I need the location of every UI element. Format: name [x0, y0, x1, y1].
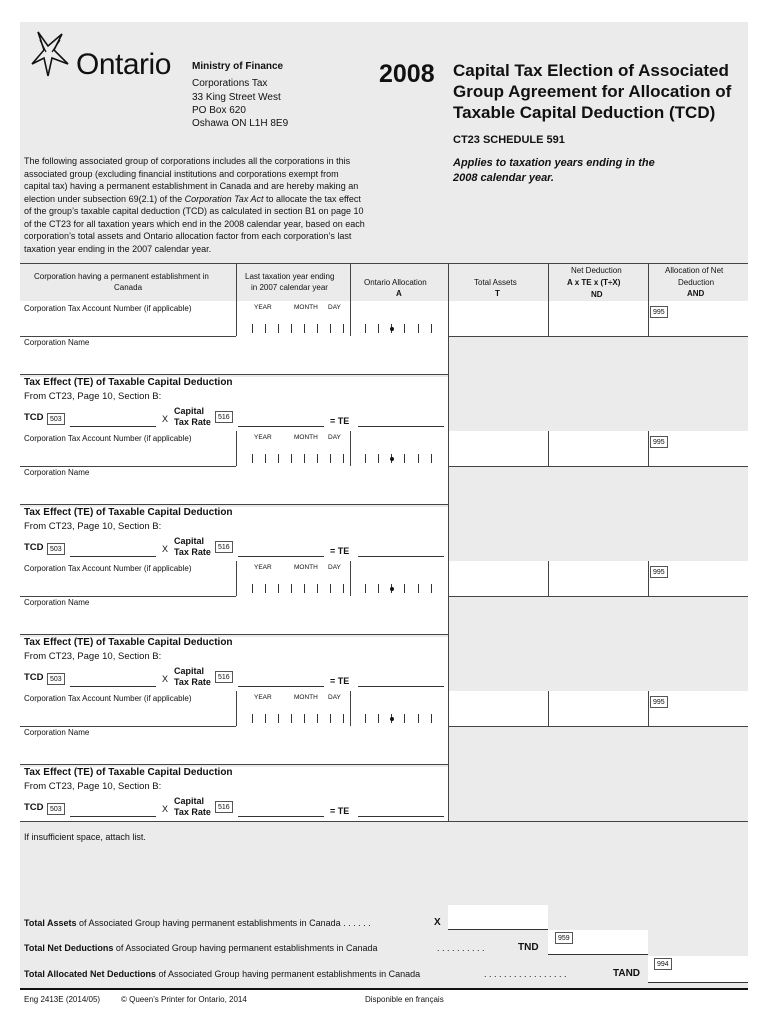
name-label-2: Corporation Name: [24, 468, 90, 477]
col-corp-line-2: Canada: [114, 283, 143, 292]
net-deduction-field-3[interactable]: [549, 561, 648, 596]
code-503-2: 503: [47, 543, 65, 555]
code-516-1: 516: [215, 411, 233, 423]
te-title-1: Tax Effect (TE) of Taxable Capital Deduction: [24, 377, 233, 388]
tcd-field-3[interactable]: [70, 673, 156, 687]
capital-label-3: Capital: [174, 666, 205, 676]
col-ontario-line-1: Ontario Allocation: [364, 278, 427, 287]
total-alloc-label-rest: of Associated Group having permanent establishments in Canada: [156, 969, 421, 979]
code-516-2: 516: [215, 541, 233, 553]
total-assets-code: X: [434, 917, 441, 928]
te-from-1: From CT23, Page 10, Section B:: [24, 391, 162, 402]
col-net-line-2: A x TE x (T÷X): [567, 278, 621, 287]
intro-line-7: corporation’s total assets and Ontario allocation factor from each corporation’s last: [24, 231, 352, 241]
te-title-3: Tax Effect (TE) of Taxable Capital Deduction: [24, 637, 233, 648]
net-deduction-field-1[interactable]: [549, 301, 648, 336]
intro-line-4-end: to allocate the tax effect: [263, 194, 361, 204]
net-deduction-field-2[interactable]: [549, 431, 648, 466]
code-959: 959: [555, 932, 573, 944]
intro-act-name: Corporation Tax Act: [184, 194, 264, 204]
form-year: 2008: [379, 60, 435, 88]
tcd-label-4: TCD: [24, 802, 44, 813]
trillium-logo-icon: [26, 30, 76, 78]
col-corp-line-1: Corporation having a permanent establishment in: [34, 272, 209, 281]
intro-line-4-start: election under subsection 69(2.1) of the: [24, 194, 185, 204]
total-assets-label: [24, 918, 371, 928]
tax-rate-label-2: Tax Rate: [174, 547, 211, 557]
tcd-label-3: TCD: [24, 672, 44, 683]
x-label-3: X: [162, 674, 169, 684]
te-title-2: Tax Effect (TE) of Taxable Capital Deduction: [24, 507, 233, 518]
address-line-3: PO Box 620: [192, 105, 246, 116]
intro-line-4: [24, 194, 361, 204]
ministry-name: Ministry of Finance: [192, 61, 284, 72]
total-assets-label-bold: Total Assets: [24, 918, 77, 928]
month-label-4: MONTH: [294, 694, 318, 701]
col-last-year-line-1: Last taxation year ending: [245, 272, 335, 281]
day-label-1: DAY: [328, 304, 341, 311]
x-label-2: X: [162, 544, 169, 554]
tcd-field-4[interactable]: [70, 803, 156, 817]
code-503-4: 503: [47, 803, 65, 815]
te-field-3[interactable]: [358, 673, 444, 687]
copyright: © Queen’s Printer for Ontario, 2014: [121, 995, 247, 1004]
intro-line-1: The following associated group of corporations includes all the corporations in this: [24, 156, 351, 166]
total-assets-field-3[interactable]: [449, 561, 548, 596]
address-line-1: Corporations Tax: [192, 78, 268, 89]
address-line-4: Oshawa ON L1H 8E9: [192, 118, 289, 129]
te-field-1[interactable]: [358, 413, 444, 427]
code-503-1: 503: [47, 413, 65, 425]
total-assets-field[interactable]: [448, 905, 548, 930]
col-net-line-3: ND: [591, 290, 603, 299]
french-note: Disponible en français: [365, 995, 444, 1004]
account-label-2: Corporation Tax Account Number (if applicable): [24, 434, 192, 443]
capital-label-1: Capital: [174, 406, 205, 416]
tax-rate-label-3: Tax Rate: [174, 677, 211, 687]
month-label-2: MONTH: [294, 434, 318, 441]
intro-line-2: associated group (excluding financial institutions and corporations exempt from: [24, 169, 339, 179]
form-id: Eng 2413E (2014/05): [24, 995, 101, 1004]
te-from-3: From CT23, Page 10, Section B:: [24, 651, 162, 662]
intro-line-5: of the group’s taxable capital deduction (TCD) as calculated in section B1 on page 10: [24, 206, 364, 216]
total-alloc-label-bold: Total Allocated Net Deductions: [24, 969, 157, 979]
address-line-2: 33 King Street West: [192, 92, 281, 103]
tcd-field-1[interactable]: [70, 413, 156, 427]
insufficient-space-note: If insufficient space, attach list.: [24, 832, 146, 842]
name-label-4: Corporation Name: [24, 728, 90, 737]
code-516-3: 516: [215, 671, 233, 683]
col-assets-line-1: Total Assets: [474, 278, 517, 287]
col-alloc-line-2: Deduction: [678, 278, 715, 287]
te-field-2[interactable]: [358, 543, 444, 557]
code-994: 994: [654, 958, 672, 970]
account-label-3: Corporation Tax Account Number (if applicable): [24, 564, 192, 573]
decimal-point-icon: [390, 327, 394, 331]
form-title-line-3: Taxable Capital Deduction (TCD): [453, 103, 716, 122]
col-net-line-1: Net Deduction: [571, 266, 622, 275]
applies-line-1: Applies to taxation years ending in the: [453, 157, 655, 169]
decimal-point-icon: [390, 587, 394, 591]
x-label-4: X: [162, 804, 169, 814]
year-label-4: YEAR: [254, 694, 272, 701]
equals-te-label-2: = TE: [330, 546, 350, 556]
total-net-code: TND: [518, 942, 539, 953]
code-995-2: 995: [650, 436, 668, 448]
total-assets-label-rest: of Associated Group having permanent establishments in Canada . . . . . .: [76, 918, 371, 928]
te-from-2: From CT23, Page 10, Section B:: [24, 521, 162, 532]
total-alloc-code: TAND: [613, 968, 641, 979]
day-label-2: DAY: [328, 434, 341, 441]
account-label-1: Corporation Tax Account Number (if applicable): [24, 304, 192, 313]
tax-rate-field-4[interactable]: [238, 803, 324, 817]
total-alloc-label: [24, 969, 420, 979]
equals-te-label-3: = TE: [330, 676, 350, 686]
total-net-dots: . . . . . . . . . .: [437, 943, 485, 953]
total-assets-field-2[interactable]: [449, 431, 548, 466]
account-label-4: Corporation Tax Account Number (if applicable): [24, 694, 192, 703]
col-alloc-line-3: AND: [687, 289, 705, 298]
total-alloc-dots: . . . . . . . . . . . . . . . . .: [484, 969, 567, 979]
total-net-label-rest: of Associated Group having permanent establishments in Canada: [113, 943, 378, 953]
tcd-label-2: TCD: [24, 542, 44, 553]
te-field-4[interactable]: [358, 803, 444, 817]
applies-line-2: 2008 calendar year.: [453, 172, 554, 184]
year-label-2: YEAR: [254, 434, 272, 441]
total-net-label: [24, 943, 378, 953]
day-label-3: DAY: [328, 564, 341, 571]
month-label-1: MONTH: [294, 304, 318, 311]
equals-te-label-4: = TE: [330, 806, 350, 816]
brand-wordmark: Ontario: [76, 48, 171, 81]
total-assets-field-1[interactable]: [449, 301, 548, 336]
tcd-label-1: TCD: [24, 412, 44, 423]
tax-rate-field-1[interactable]: [238, 413, 324, 427]
tax-rate-field-2[interactable]: [238, 543, 324, 557]
capital-label-4: Capital: [174, 796, 205, 806]
equals-te-label-1: = TE: [330, 416, 350, 426]
code-516-4: 516: [215, 801, 233, 813]
code-995-3: 995: [650, 566, 668, 578]
form-title-line-2: Group Agreement for Allocation of: [453, 82, 732, 101]
total-assets-field-4[interactable]: [449, 691, 548, 726]
code-995-1: 995: [650, 306, 668, 318]
col-ontario-line-2: A: [396, 289, 402, 298]
te-from-4: From CT23, Page 10, Section B:: [24, 781, 162, 792]
code-503-3: 503: [47, 673, 65, 685]
col-last-year-line-2: in 2007 calendar year: [251, 283, 328, 292]
col-alloc-line-1: Allocation of Net: [665, 266, 724, 275]
intro-line-3: capital tax) having a permanent establishment in Canada and are hereby making an: [24, 181, 359, 191]
tax-rate-label-4: Tax Rate: [174, 807, 211, 817]
year-label-3: YEAR: [254, 564, 272, 571]
decimal-point-icon: [390, 717, 394, 721]
total-net-label-bold: Total Net Deductions: [24, 943, 114, 953]
day-label-4: DAY: [328, 694, 341, 701]
capital-label-2: Capital: [174, 536, 205, 546]
form-title-line-1: Capital Tax Election of Associated: [453, 61, 729, 80]
col-assets-line-2: T: [495, 289, 500, 298]
tax-rate-label-1: Tax Rate: [174, 417, 211, 427]
schedule-label: CT23 SCHEDULE 591: [453, 134, 565, 146]
tax-rate-field-3[interactable]: [238, 673, 324, 687]
tcd-field-2[interactable]: [70, 543, 156, 557]
x-label-1: X: [162, 414, 169, 424]
month-label-3: MONTH: [294, 564, 318, 571]
name-label-1: Corporation Name: [24, 338, 90, 347]
net-deduction-field-4[interactable]: [549, 691, 648, 726]
name-label-3: Corporation Name: [24, 598, 90, 607]
code-995-4: 995: [650, 696, 668, 708]
decimal-point-icon: [390, 457, 394, 461]
intro-line-6: of the CT23 for all taxation years which end in the 2008 calendar year, based on each: [24, 219, 365, 229]
te-title-4: Tax Effect (TE) of Taxable Capital Deduction: [24, 767, 233, 778]
intro-line-8: taxation year ending in the 2007 calendar year.: [24, 244, 212, 254]
year-label-1: YEAR: [254, 304, 272, 311]
